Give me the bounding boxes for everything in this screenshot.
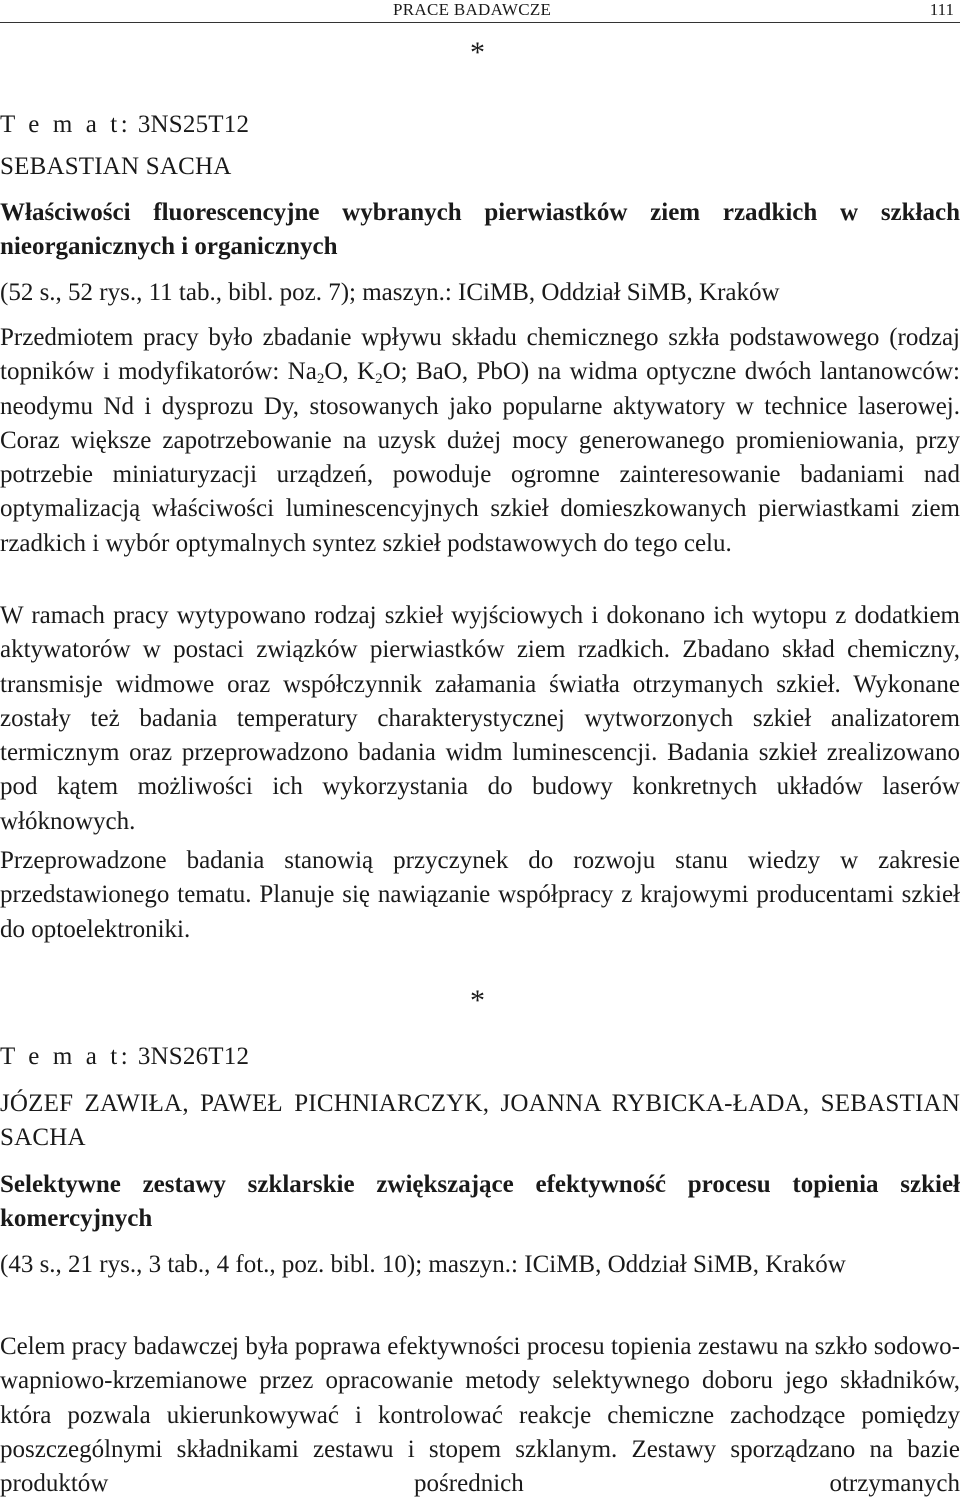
entry-title: Właściwości fluorescencyjne wybranych pierwiastków ziem rzadkich w szkłach nieorganicznych i organicznych bbox=[0, 199, 960, 260]
abstract-text: O, K bbox=[324, 358, 376, 386]
entry-title: Selektywne zestawy szklarskie zwiększające efektywność procesu topienia szkieł komercyjnych bbox=[0, 1171, 960, 1232]
topic-line bbox=[0, 109, 960, 141]
section-separator: * bbox=[470, 984, 485, 1017]
page-header bbox=[0, 0, 960, 23]
bibliographic-info: (52 s., 52 rys., 11 tab., bibl. poz. 7); maszyn.: ICiMB, Oddział SiMB, Kraków bbox=[0, 279, 780, 306]
topic-label: T e m a t: bbox=[0, 111, 132, 138]
page-number: 111 bbox=[929, 0, 954, 19]
subscript: 2 bbox=[316, 371, 325, 388]
subscript: 2 bbox=[375, 371, 383, 388]
running-title: PRACE BADAWCZE bbox=[393, 0, 552, 19]
topic-code: 3NS25T12 bbox=[137, 111, 250, 138]
topic-label: T e m a t: bbox=[0, 1043, 132, 1070]
abstract-paragraph: Celem pracy badawczej była poprawa efektywności procesu topienia zestawu na szkło sodowo-wapniowo-krzemianowe przez opracowanie metody selektywnego doboru jego składników, która pozwala ukierunkowywać i kontrolować reakcje chemiczne zachodzące pomiędzy poszczególnymi składnikami zestawu i stopem szklanym. Zestawy sporządzano na bazie produktów pośrednich otrzymanych bbox=[0, 1333, 960, 1498]
abstract-text: Przedmiotem pracy było zbadanie wpływu składu chemicznego szkła podstawowego (rodzaj topników i modyfikatorów: Na bbox=[0, 324, 960, 386]
authors: SEBASTIAN SACHA bbox=[0, 153, 232, 180]
topic-code: 3NS26T12 bbox=[137, 1043, 250, 1070]
topic-line bbox=[0, 1041, 960, 1073]
authors: JÓZEF ZAWIŁA, PAWEŁ PICHNIARCZYK, JOANNA RYBICKA-ŁADA, SEBASTIAN SACHA bbox=[0, 1090, 960, 1151]
abstract-text: O; BaO, PbO) na widma optyczne dwóch lantanowców: neodymu Nd i dysprozu Dy, stosowanych jako popularne aktywatory w technice laserowej. Coraz większe zapotrzebowanie na uzysk dużej mocy generowanego promieniowania, przy potrzebie miniaturyzacji urządzeń, powoduje ogromne zainteresowanie badaniami nad optymalizacją właściwości luminescencyjnych szkieł domieszkowanych pierwiastkami ziem rzadkich i wybór optymalnych syntez szkieł podstawowych do tego celu. bbox=[0, 358, 960, 557]
abstract-paragraph: W ramach pracy wytypowano rodzaj szkieł wyjściowych i dokonano ich wytopu z dodatkiem aktywatorów w postaci związków pierwiastków ziem rzadkich. Zbadano skład chemiczny, transmisje widmowe oraz współczynnik załamania światła otrzymanych szkieł. Wykonane zostały też badania temperatury charakterystycznej wytworzonych szkieł analizatorem termicznym oraz przeprowadzono badania widm luminescencji. Badania szkieł zrealizowano pod kątem możliwości ich wykorzystania do budowy konkretnych układów laserów włóknowych. bbox=[0, 602, 960, 835]
abstract-paragraph bbox=[0, 321, 960, 561]
bibliographic-info: (43 s., 21 rys., 3 tab., 4 fot., poz. bibl. 10); maszyn.: ICiMB, Oddział SiMB, Kraków bbox=[0, 1251, 846, 1278]
abstract-paragraph: Przeprowadzone badania stanowią przyczynek do rozwoju stanu wiedzy w zakresie przedstawionego tematu. Planuje się nawiązanie współpracy z krajowymi producentami szkieł do optoelektroniki. bbox=[0, 847, 960, 943]
section-separator: * bbox=[470, 36, 485, 69]
